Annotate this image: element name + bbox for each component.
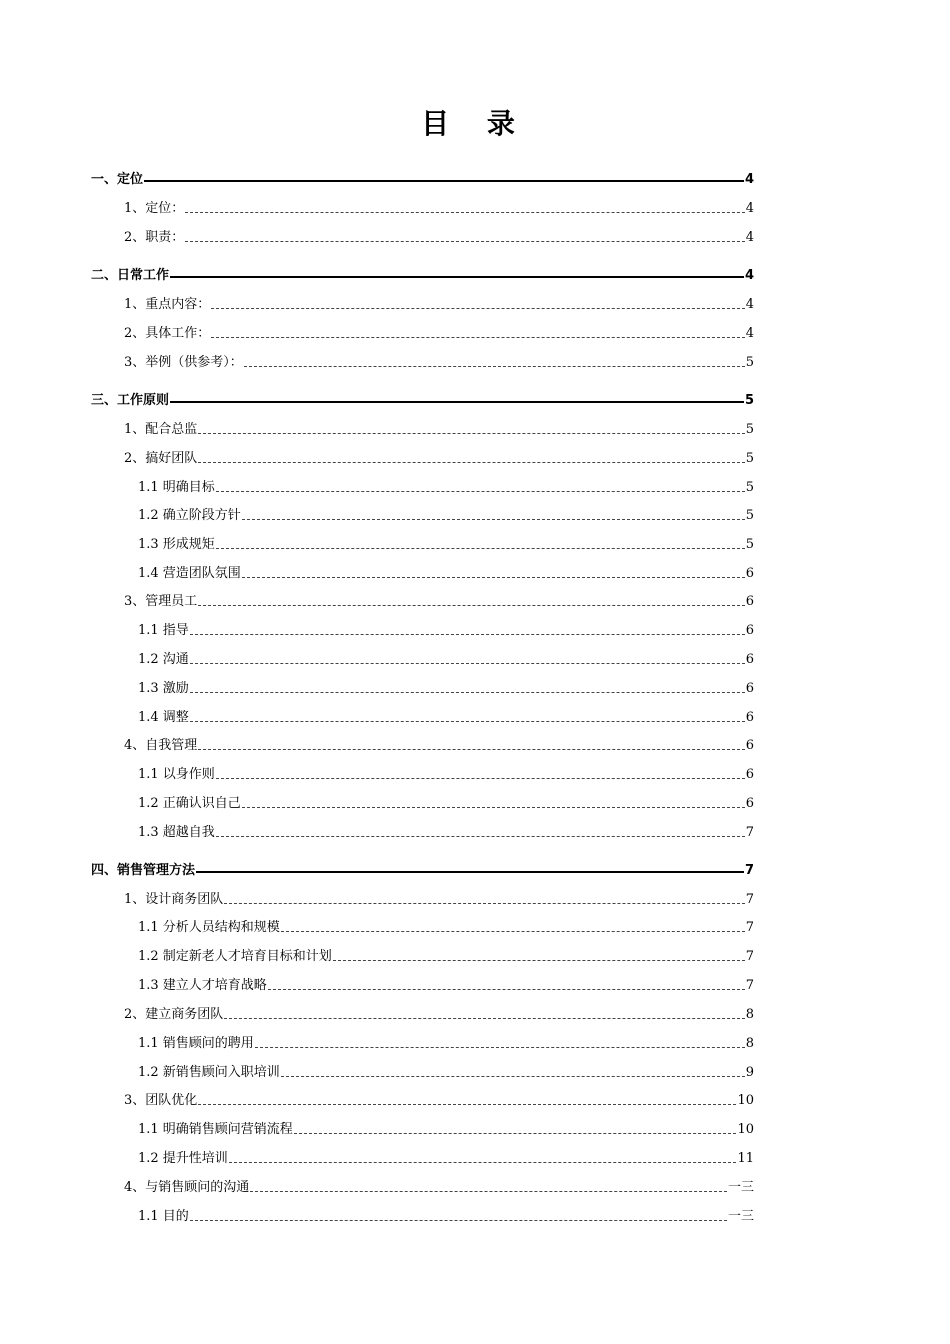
toc-page-number: 5	[745, 537, 754, 552]
toc-entry-label: 3、举例（供参考）：	[124, 355, 243, 370]
toc-leader-line	[294, 1133, 737, 1134]
toc-leader-line	[216, 548, 745, 549]
toc-page-number: 7	[745, 920, 754, 935]
toc-leader-line	[198, 605, 744, 606]
toc-entry-label: 一、定位	[91, 172, 144, 187]
toc-page-number: 4	[744, 172, 754, 187]
toc-page-number: 6	[745, 738, 754, 753]
toc-page-number: 5	[745, 480, 754, 495]
toc-entry-level-2[interactable]	[124, 449, 754, 469]
toc-entry-level-3[interactable]	[138, 506, 754, 526]
toc-entry-label: 1、设计商务团队	[124, 892, 224, 907]
toc-leader-line	[216, 836, 745, 837]
toc-leader-line	[190, 1220, 727, 1221]
toc-leader-line	[242, 519, 745, 520]
toc-entry-label: 1.1 以身作则	[138, 767, 215, 782]
toc-page-number: 7	[744, 863, 754, 878]
toc-entry-label: 1.4 营造团队氛围	[138, 566, 241, 581]
toc-entry-level-3[interactable]	[138, 535, 754, 555]
toc-leader-line	[198, 749, 744, 750]
toc-leader-line	[281, 931, 745, 932]
toc-page-number: 10	[737, 1093, 754, 1108]
toc-entry-label: 1.3 激励	[138, 681, 189, 696]
toc-leader-line	[224, 903, 744, 904]
toc-entry-label: 1.2 提升性培训	[138, 1151, 228, 1166]
toc-page-number: 4	[745, 201, 754, 216]
toc-page-number: 5	[745, 422, 754, 437]
toc-leader-line	[224, 1018, 744, 1019]
toc-entry-level-3[interactable]	[138, 794, 754, 814]
toc-page-number: 6	[745, 623, 754, 638]
toc-entry-label: 2、建立商务团队	[124, 1007, 224, 1022]
toc-entry-level-1[interactable]	[91, 391, 754, 411]
toc-leader-line	[190, 663, 745, 664]
toc-leader-line	[211, 308, 744, 309]
toc-entry-level-2[interactable]	[124, 736, 754, 756]
toc-page-number: 9	[745, 1065, 754, 1080]
toc-entry-level-2[interactable]	[124, 324, 754, 344]
toc-page-number: 6	[745, 767, 754, 782]
toc-entry-label: 1.2 新销售顾问入职培训	[138, 1065, 280, 1080]
toc-entry-label: 三、工作原则	[91, 393, 170, 408]
toc-entry-label: 3、团队优化	[124, 1093, 198, 1108]
toc-entry-label: 3、管理员工	[124, 594, 198, 609]
toc-leader-line	[198, 462, 744, 463]
toc-leader-line	[268, 989, 745, 990]
toc-leader-line	[333, 960, 745, 961]
toc-entry-label: 1、定位：	[124, 201, 185, 216]
toc-leader-line	[211, 337, 744, 338]
toc-page-number: 8	[745, 1036, 754, 1051]
toc-entry-label: 1.1 分析人员结构和规模	[138, 920, 280, 935]
toc-leader-line	[198, 433, 744, 434]
toc-entry-level-2[interactable]	[124, 295, 754, 315]
toc-entry-label: 1.3 形成规矩	[138, 537, 215, 552]
toc-leader-line	[190, 692, 745, 693]
toc-page-number: 7	[745, 978, 754, 993]
toc-entry-label: 1.3 建立人才培育战略	[138, 978, 267, 993]
toc-entry-label: 1.2 正确认识自己	[138, 796, 241, 811]
toc-entry-label: 1.1 明确销售顾问营销流程	[138, 1122, 293, 1137]
toc-entry-label: 1.1 指导	[138, 623, 189, 638]
toc-leader-line	[281, 1076, 745, 1077]
toc-entry-level-3[interactable]	[138, 1063, 754, 1083]
toc-leader-line	[190, 634, 745, 635]
toc-page-number: 7	[745, 949, 754, 964]
toc-entry-level-3[interactable]	[138, 1120, 754, 1140]
toc-leader-line	[185, 241, 744, 242]
toc-page-number: 6	[745, 710, 754, 725]
toc-page-number: 10	[737, 1122, 754, 1137]
toc-page-number: 6	[745, 594, 754, 609]
toc-page-number: 5	[745, 451, 754, 466]
toc-leader-line	[170, 401, 744, 403]
toc-entry-level-2[interactable]	[124, 890, 754, 910]
toc-entry-level-2[interactable]	[124, 1178, 754, 1198]
toc-leader-line	[242, 807, 745, 808]
toc-entry-label: 4、自我管理	[124, 738, 198, 753]
toc-leader-line	[216, 778, 745, 779]
toc-page-number: 7	[745, 892, 754, 907]
toc-entry-label: 二、日常工作	[91, 268, 170, 283]
toc-page-number: 5	[745, 508, 754, 523]
toc-page-number: 5	[745, 355, 754, 370]
toc-entry-label: 1.1 销售顾问的聘用	[138, 1036, 254, 1051]
toc-entry-label: 2、搞好团队	[124, 451, 198, 466]
toc-entry-level-2[interactable]	[124, 592, 754, 612]
toc-entry-label: 2、职责：	[124, 230, 185, 245]
toc-leader-line	[144, 180, 744, 182]
toc-entry-label: 4、与销售顾问的沟通	[124, 1180, 250, 1195]
toc-page-number: 4	[745, 326, 754, 341]
toc-leader-line	[170, 276, 744, 278]
toc-page-number: 一三	[727, 1180, 754, 1195]
toc-page-number: 8	[745, 1007, 754, 1022]
toc-leader-line	[196, 871, 744, 873]
toc-page-number: 11	[737, 1151, 754, 1166]
toc-entry-level-3[interactable]	[138, 1034, 754, 1054]
toc-page-number: 一三	[727, 1209, 754, 1224]
toc-entry-level-2[interactable]	[124, 1091, 754, 1111]
toc-page-number: 5	[744, 393, 754, 408]
toc-entry-level-3[interactable]	[138, 1149, 754, 1169]
toc-entry-level-3[interactable]	[138, 478, 754, 498]
toc-entry-label: 1、重点内容：	[124, 297, 211, 312]
toc-entry-level-1[interactable]	[91, 266, 754, 286]
toc-page-number: 6	[745, 652, 754, 667]
toc-entry-level-3[interactable]	[138, 918, 754, 938]
toc-page-number: 4	[744, 268, 754, 283]
toc-entry-label: 1.2 沟通	[138, 652, 189, 667]
toc-entry-level-3[interactable]	[138, 621, 754, 641]
toc-entry-level-3[interactable]	[138, 708, 754, 728]
toc-leader-line	[229, 1162, 737, 1163]
toc-entry-label: 1、配合总监	[124, 422, 198, 437]
toc-leader-line	[216, 491, 745, 492]
toc-entry-level-3[interactable]	[138, 1207, 754, 1227]
toc-entry-level-3[interactable]	[138, 650, 754, 670]
toc-entry-level-3[interactable]	[138, 765, 754, 785]
toc-leader-line	[185, 212, 744, 213]
toc-entry-label: 1.3 超越自我	[138, 825, 215, 840]
toc-entry-label: 2、具体工作：	[124, 326, 211, 341]
toc-leader-line	[244, 366, 745, 367]
toc-entry-label: 1.1 明确目标	[138, 480, 215, 495]
toc-page-number: 6	[745, 796, 754, 811]
toc-entry-level-2[interactable]	[124, 228, 754, 248]
toc-entry-level-1[interactable]	[91, 170, 754, 190]
toc-page-number: 6	[745, 681, 754, 696]
toc-entry-label: 四、销售管理方法	[91, 863, 196, 878]
toc-entry-level-3[interactable]	[138, 947, 754, 967]
toc-leader-line	[190, 721, 745, 722]
toc-entry-level-3[interactable]	[138, 823, 754, 843]
toc-entry-level-3[interactable]	[138, 679, 754, 699]
toc-leader-line	[250, 1191, 727, 1192]
toc-title: 目 录	[421, 107, 529, 140]
toc-entry-level-2[interactable]	[124, 199, 754, 219]
toc-entry-level-2[interactable]	[124, 1005, 754, 1025]
toc-leader-line	[198, 1104, 736, 1105]
toc-entry-level-1[interactable]	[91, 861, 754, 881]
toc-entry-label: 1.2 制定新老人才培育目标和计划	[138, 949, 332, 964]
toc-leader-line	[242, 577, 745, 578]
toc-entry-level-2[interactable]	[124, 353, 754, 373]
toc-entry-level-3[interactable]	[138, 976, 754, 996]
toc-entry-label: 1.2 确立阶段方针	[138, 508, 241, 523]
toc-page-number: 4	[745, 297, 754, 312]
toc-page-number: 7	[745, 825, 754, 840]
toc-page-number: 6	[745, 566, 754, 581]
toc-entry-level-2[interactable]	[124, 420, 754, 440]
toc-entry-label: 1.1 目的	[138, 1209, 189, 1224]
toc-page-number: 4	[745, 230, 754, 245]
toc-entry-level-3[interactable]	[138, 564, 754, 584]
toc-leader-line	[255, 1047, 745, 1048]
toc-entry-label: 1.4 调整	[138, 710, 189, 725]
